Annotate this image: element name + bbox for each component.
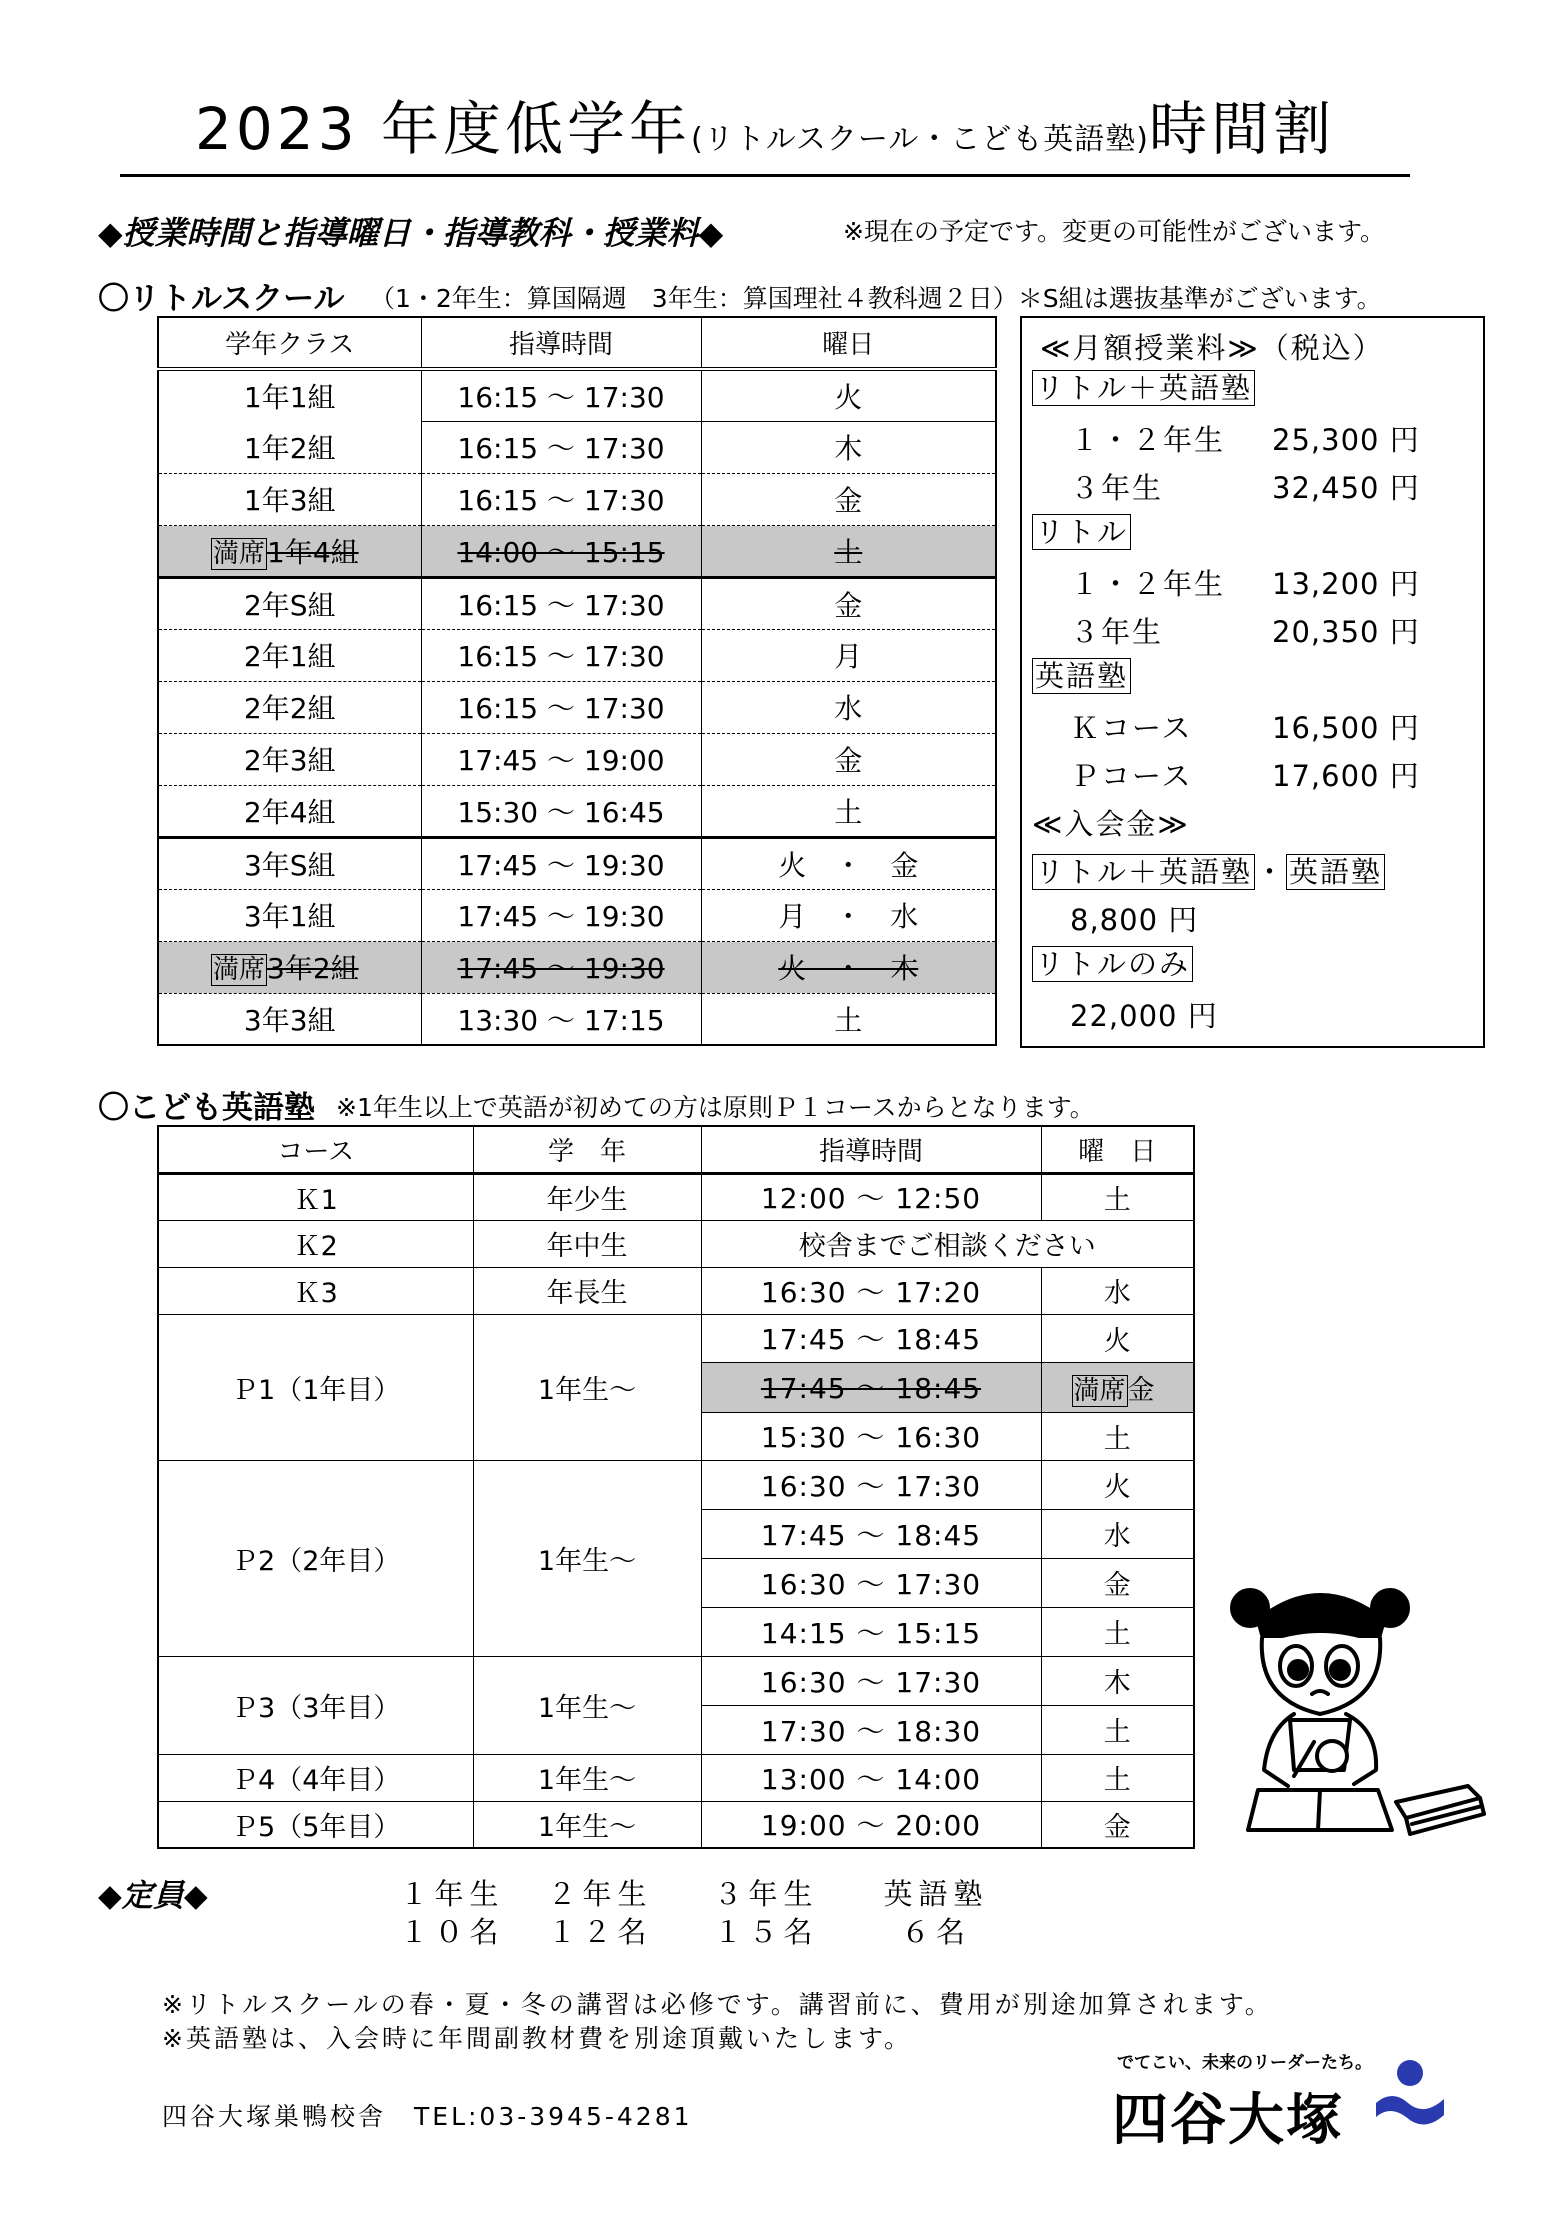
grade-cell: 1年生～ [473,1656,701,1754]
monthly-fee-title: ≪月額授業料≫（税込） [1040,331,1384,365]
fee-group-label-text: リトル＋英語塾 [1032,854,1255,890]
time-cell: 17:30 ～ 18:30 [701,1705,1041,1754]
entry-fee-label [1032,850,1385,891]
fee-row-label: １・２年生 [1070,423,1226,457]
capacity-title: ◆定員◆ [98,1878,208,1914]
table-row [158,577,996,629]
day-cell [701,525,996,577]
course-cell: Ｐ4（4年目） [158,1754,473,1801]
fee-row-amount: 32,450 円 [1272,471,1420,505]
fee-row-label: Ｋコース [1070,711,1193,745]
time-cell: 16:30 ～ 17:30 [701,1656,1041,1705]
class-cell: 3年3組 [158,993,421,1045]
grade-cell: 1年生～ [473,1754,701,1801]
english-school-table [157,1125,1195,1849]
fee-row-amount: 20,350 円 [1272,615,1420,649]
table-row [158,1314,1194,1362]
time-cell: 14:15 ～ 15:15 [701,1607,1041,1656]
day-cell: 水 [701,681,996,733]
day-cell: 土 [1041,1607,1194,1656]
day-cell: 木 [701,421,996,473]
table-row [158,785,996,837]
day-cell: 金 [1041,1558,1194,1607]
title-underline [120,174,1410,177]
time-text: 14:00 ～ 15:15 [457,535,665,569]
table-row [158,1173,1194,1220]
table-row [158,1801,1194,1848]
entry-fee-label [1032,946,1193,982]
time-cell: 16:15 ～ 17:30 [421,421,701,473]
fee-group-label-text: リトルのみ [1032,946,1193,982]
section-heading: ◆授業時間と指導曜日・指導教科・授業料◆ [98,214,724,252]
table-row [158,473,996,525]
header-day: 曜 日 [1041,1126,1194,1173]
day-text: 火 ・ 木 [778,952,919,985]
page-title [120,95,1410,163]
capacity-label: ３年生 [713,1877,819,1911]
logo-name: 四谷大塚 [1112,2088,1344,2153]
table-row-full [158,941,996,993]
class-cell: 2年2組 [158,681,421,733]
time-text: 17:45 ～ 18:45 [760,1372,982,1405]
time-cell [421,941,701,993]
fee-row-amount: 17,600 円 [1272,759,1420,793]
day-cell [1041,1362,1194,1412]
course-cell: Ｋ2 [158,1220,473,1267]
fee-group-label-text: 英語塾 [1286,854,1385,890]
time-cell: 16:15 ～ 17:30 [421,369,701,421]
table-row [158,733,996,785]
fee-row-label: ３年生 [1070,615,1164,649]
class-cell: 2年S組 [158,577,421,629]
day-cell: 金 [701,733,996,785]
time-cell: 19:00 ～ 20:00 [701,1801,1041,1848]
time-cell: 16:15 ～ 17:30 [421,681,701,733]
day-cell: 火 [1041,1460,1194,1509]
english-school-title: 〇こども英語塾 [98,1090,315,1126]
class-text: 3年2組 [267,952,359,985]
capacity-value: １２名 [547,1915,653,1949]
day-cell: 火 [1041,1314,1194,1362]
class-cell [158,525,421,577]
full-tag: 満席 [213,538,266,569]
time-cell: 15:30 ～ 16:30 [701,1412,1041,1460]
class-cell: 1年2組 [243,431,336,465]
table-row [158,369,996,421]
table-row [158,837,996,889]
fee-group-label-text: 英語塾 [1032,658,1131,694]
fee-row-amount: 13,200 円 [1272,567,1420,601]
fee-row-amount: 16,500 円 [1272,711,1420,745]
table-header-row [158,1126,1194,1173]
time-cell: 16:30 ～ 17:30 [701,1460,1041,1509]
english-school-note: ※1年生以上で英語が初めての方は原則Ｐ１コースからとなります。 [336,1093,1095,1122]
table-row [158,993,996,1045]
class-cell: 1年1組 [243,381,336,414]
course-cell: Ｋ1 [158,1173,473,1220]
class-cell: 3年1組 [158,889,421,941]
fee-row-amount: 25,300 円 [1272,423,1420,457]
day-cell [701,941,996,993]
little-school-title: 〇リトルスクール [98,281,345,317]
time-cell: 17:45 ～ 19:30 [421,889,701,941]
fee-group-label-text: リトル [1032,514,1131,550]
consult-cell: 校舎までご相談ください [701,1220,1194,1267]
day-cell: 水 [1041,1509,1194,1558]
school-address: 四谷大塚巣鴨校舎 TEL:03-3945-4281 [162,2102,693,2131]
capacity-value: １０名 [399,1915,505,1949]
time-text: 17:45 ～ 19:30 [457,952,665,985]
fee-group-label [1032,514,1131,550]
course-cell: Ｐ5（5年目） [158,1801,473,1848]
day-cell: 土 [1041,1754,1194,1801]
day-cell: 土 [701,785,996,837]
title-main: 2023 年度低学年 [195,95,692,163]
time-cell: 12:00 ～ 12:50 [701,1173,1041,1220]
table-header-row [158,317,996,369]
course-cell: Ｐ1（1年目） [158,1314,473,1460]
logo-tagline: でてこい、未来のリーダーたち。 [1117,2053,1372,2073]
separator: ・ [1255,855,1287,889]
day-text: 土 [834,535,863,569]
day-cell: 土 [1041,1705,1194,1754]
time-cell: 17:45 ～ 19:30 [421,837,701,889]
day-cell: 水 [1041,1267,1194,1314]
capacity-label: ２年生 [547,1877,653,1911]
table-row [158,1220,1194,1267]
day-cell: 火 ・ 金 [701,837,996,889]
time-cell [421,525,701,577]
capacity-label: １年生 [399,1877,505,1911]
full-tag: 満席 [1073,1375,1126,1406]
full-tag: 満席 [213,955,266,985]
grade-cell: 1年生～ [473,1314,701,1460]
grade-cell: 1年生～ [473,1460,701,1656]
time-cell: 13:00 ～ 14:00 [701,1754,1041,1801]
class-cell: 2年1組 [158,629,421,681]
time-cell: 15:30 ～ 16:45 [421,785,701,837]
girl-studying-illustration [1228,1580,1498,1860]
time-cell: 16:30 ～ 17:20 [701,1267,1041,1314]
course-cell: Ｐ2（2年目） [158,1460,473,1656]
time-cell: 16:15 ～ 17:30 [421,577,701,629]
fee-row-label: Ｐコース [1070,759,1193,793]
class-text: 1年4組 [267,535,359,569]
capacity-label: 英語塾 [883,1877,989,1911]
time-cell: 16:15 ～ 17:30 [421,629,701,681]
time-cell [701,1362,1041,1412]
grade-cell: 年中生 [473,1220,701,1267]
little-school-note: （1・2年生：算国隔週 3年生：算国理社４教科週２日）＊S組は選抜基準がございます。 [370,284,1382,313]
header-grade: 学 年 [473,1126,701,1173]
fee-group-label [1032,370,1255,406]
day-cell: 土 [1041,1173,1194,1220]
header-time: 指導時間 [421,317,701,369]
entry-fee-amount: 22,000 円 [1070,999,1218,1033]
footnote: ※英語塾は、入会時に年間副教材費を別途頂戴いたします。 [162,2024,912,2053]
logo-mark-icon [1370,2055,1450,2131]
time-cell: 17:45 ～ 18:45 [701,1314,1041,1362]
fee-row-label: １・２年生 [1070,567,1226,601]
entry-fee-amount: 8,800 円 [1070,903,1199,937]
day-cell: 火 [701,369,996,421]
table-row-full [158,525,996,577]
day-cell: 土 [1041,1412,1194,1460]
entry-fee-title: ≪入会金≫ [1032,807,1190,841]
day-cell: 金 [701,577,996,629]
header-time: 指導時間 [701,1126,1041,1173]
table-row [158,421,996,473]
day-cell: 月 [701,629,996,681]
footnote: ※リトルスクールの春・夏・冬の講習は必修です。講習前に、費用が別途加算されます。 [162,1990,1273,2019]
table-row [158,1754,1194,1801]
table-row [158,1460,1194,1509]
time-cell: 17:45 ～ 18:45 [701,1509,1041,1558]
table-row [158,1267,1194,1314]
day-cell: 木 [1041,1656,1194,1705]
time-cell: 13:30 ～ 17:15 [421,993,701,1045]
fee-group-label-text: リトル＋英語塾 [1032,370,1255,406]
title-sub: (リトルスクール・こども英語塾) [691,122,1149,157]
capacity-value: １５名 [713,1915,819,1949]
course-cell: Ｋ3 [158,1267,473,1314]
fee-row-label: ３年生 [1070,471,1164,505]
day-cell: 月 ・ 水 [701,889,996,941]
title-tail: 時間割 [1148,95,1335,163]
table-row [158,681,996,733]
fee-box [1020,316,1485,1048]
day-cell: 金 [1041,1801,1194,1848]
time-cell: 16:15 ～ 17:30 [421,473,701,525]
schedule-notice: ※現在の予定です。変更の可能性がございます。 [843,217,1385,246]
day-cell: 金 [701,473,996,525]
header-course: コース [158,1126,473,1173]
grade-cell: 年長生 [473,1267,701,1314]
class-cell: 1年3組 [158,473,421,525]
time-cell: 17:45 ～ 19:00 [421,733,701,785]
day-cell: 土 [701,993,996,1045]
fee-group-label [1032,658,1131,694]
little-school-table [157,316,997,1046]
capacity-value: ６名 [900,1915,971,1949]
grade-cell: 1年生～ [473,1801,701,1848]
table-row [158,889,996,941]
class-cell: 2年3組 [158,733,421,785]
class-cell: 2年4組 [158,785,421,837]
table-row [158,629,996,681]
header-class: 学年クラス [158,317,421,369]
header-day: 曜日 [701,317,996,369]
class-cell: 3年S組 [158,837,421,889]
grade-cell: 年少生 [473,1173,701,1220]
course-cell: Ｐ3（3年目） [158,1656,473,1754]
class-cell [158,941,421,993]
day-text: 金 [1127,1374,1155,1406]
time-cell: 16:30 ～ 17:30 [701,1558,1041,1607]
table-row [158,1656,1194,1705]
